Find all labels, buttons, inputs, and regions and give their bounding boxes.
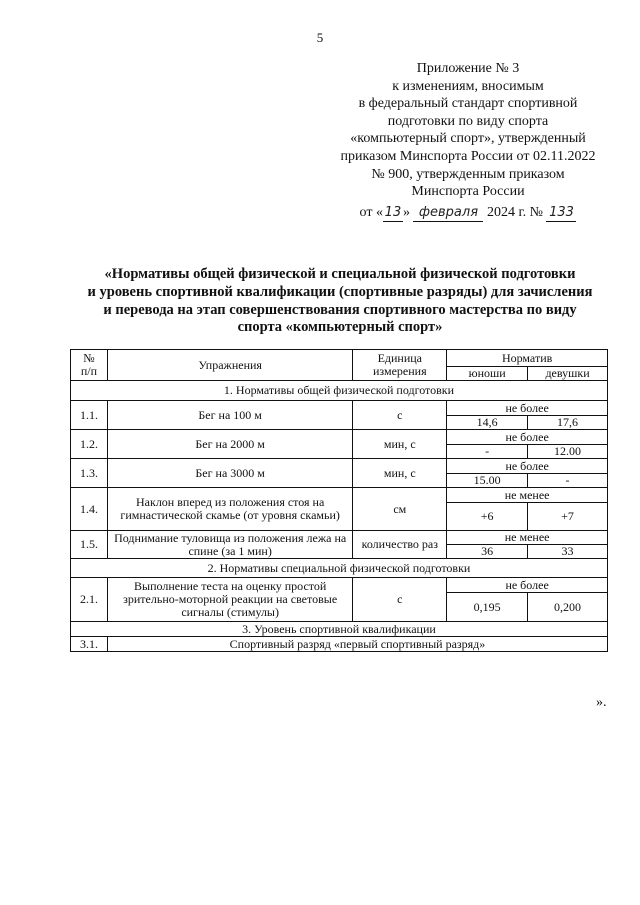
page-number: 5 bbox=[316, 30, 324, 45]
row-condition: не более bbox=[447, 578, 608, 593]
row-girls-value: 0,200 bbox=[528, 593, 608, 622]
row-num: 1.3. bbox=[71, 459, 108, 488]
row-exercise: Выполнение теста на оценку простой зрительно-моторной реакции на световые сигналы (стимулы) bbox=[107, 578, 352, 622]
row-exercise: Бег на 2000 м bbox=[107, 430, 352, 459]
document-title bbox=[62, 266, 618, 337]
row-num: 1.5. bbox=[71, 531, 108, 559]
row-condition: не более bbox=[447, 401, 608, 416]
header-num: № п/п bbox=[71, 350, 108, 381]
header-exercise: Упражнения bbox=[107, 350, 352, 381]
row-boys-value: +6 bbox=[447, 503, 528, 531]
title-line: «Нормативы общей физической и специальной физической подготовки bbox=[104, 266, 576, 282]
row-num: 1.4. bbox=[71, 488, 108, 531]
row-boys-value: 14,6 bbox=[447, 416, 528, 430]
row-condition: не более bbox=[447, 459, 608, 474]
row-girls-value: 12.00 bbox=[528, 445, 608, 459]
row-num: 1.1. bbox=[71, 401, 108, 430]
row-num: 3.1. bbox=[71, 637, 108, 652]
table-row bbox=[71, 531, 608, 545]
row-exercise: Поднимание туловища из положения лежа на спине (за 1 мин) bbox=[107, 531, 352, 559]
appendix-line: № 900, утвержденным приказом bbox=[371, 166, 565, 182]
row-boys-value: - bbox=[447, 445, 528, 459]
header-unit: Единица измерения bbox=[353, 350, 447, 381]
title-line: и перевода на этап совершенствования спортивного мастерства по виду bbox=[103, 301, 577, 318]
header-boys: юноши bbox=[447, 367, 528, 381]
table-row bbox=[71, 459, 608, 474]
table-row bbox=[71, 578, 608, 593]
row-condition: не менее bbox=[447, 488, 608, 503]
row-exercise: Наклон вперед из положения стоя на гимнастической скамье (от уровня скамьи) bbox=[107, 488, 352, 531]
row-num: 1.2. bbox=[71, 430, 108, 459]
appendix-line: к изменениям, вносимым bbox=[392, 78, 544, 94]
row-boys-value: 36 bbox=[447, 545, 528, 559]
order-day-handwritten: 13 bbox=[383, 204, 403, 223]
appendix-line: Приложение № 3 bbox=[416, 61, 520, 76]
norms-table bbox=[70, 349, 608, 652]
row-boys-value: 0,195 bbox=[447, 593, 528, 622]
appendix-line: Минспорта России bbox=[411, 184, 525, 200]
row-condition: не более bbox=[447, 430, 608, 445]
appendix-line: подготовки по виду спорта bbox=[387, 113, 549, 129]
section-heading: 3. Уровень спортивной квалификации bbox=[71, 622, 608, 637]
row-girls-value: 33 bbox=[528, 545, 608, 559]
row-condition: не менее bbox=[447, 531, 608, 545]
header-girls: девушки bbox=[528, 367, 608, 381]
order-date-line bbox=[318, 204, 618, 223]
table-row bbox=[71, 430, 608, 445]
row-unit: см bbox=[353, 488, 447, 531]
table-row bbox=[71, 401, 608, 416]
order-month-handwritten: февраля bbox=[413, 204, 483, 223]
table-row bbox=[71, 488, 608, 503]
row-unit: с bbox=[353, 401, 447, 430]
appendix-line: «компьютерный спорт», утвержденный bbox=[350, 131, 586, 147]
row-girls-value: 17,6 bbox=[528, 416, 608, 430]
appendix-line: приказом Минспорта России от 02.11.2022 bbox=[340, 148, 596, 164]
row-unit: количество раз bbox=[353, 531, 447, 559]
row-boys-value: 15.00 bbox=[447, 474, 528, 488]
row-girls-value: - bbox=[528, 474, 608, 488]
row-exercise: Бег на 3000 м bbox=[107, 459, 352, 488]
appendix-header bbox=[318, 60, 618, 222]
section-heading: 2. Нормативы специальной физической подготовки bbox=[71, 559, 608, 578]
section-heading: 1. Нормативы общей физической подготовки bbox=[71, 381, 608, 401]
title-line: и уровень спортивной квалификации (спортивные разряды) для зачисления bbox=[87, 283, 593, 300]
row-qualification: Спортивный разряд «первый спортивный разряд» bbox=[107, 637, 607, 652]
appendix-line: в федеральный стандарт спортивной bbox=[358, 96, 578, 112]
row-unit: мин, с bbox=[353, 459, 447, 488]
row-unit: мин, с bbox=[353, 430, 447, 459]
header-norm: Норматив bbox=[447, 350, 608, 367]
row-num: 2.1. bbox=[71, 578, 108, 622]
order-year: 2024 г. № bbox=[486, 204, 543, 220]
table-row bbox=[71, 637, 608, 652]
order-number-handwritten: 133 bbox=[546, 204, 576, 223]
row-girls-value: +7 bbox=[528, 503, 608, 531]
order-day-close: » bbox=[402, 204, 410, 220]
closing-quote: ». bbox=[596, 695, 607, 710]
order-prefix: от « bbox=[359, 204, 383, 220]
row-unit: с bbox=[353, 578, 447, 622]
row-exercise: Бег на 100 м bbox=[107, 401, 352, 430]
title-line: спорта «компьютерный спорт» bbox=[237, 319, 443, 336]
